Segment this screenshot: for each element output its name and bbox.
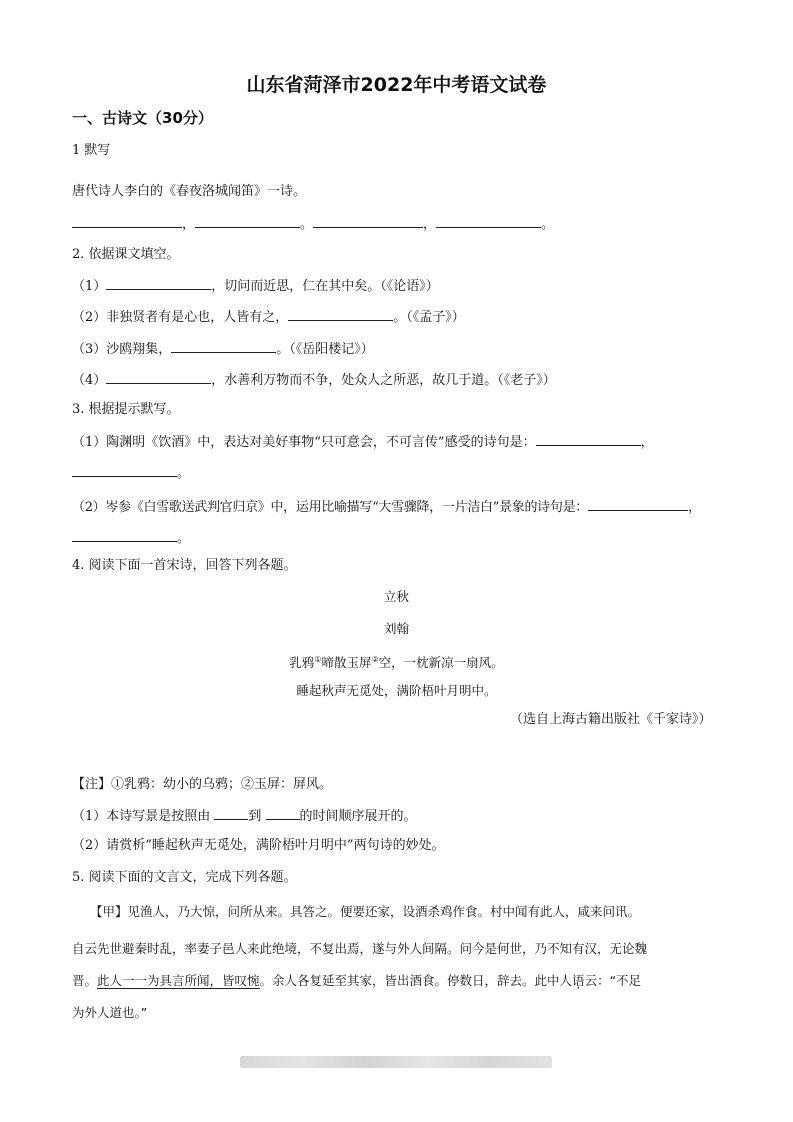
poem-line-1: 乳鸦①啼散玉屏②空，一枕新凉一扇风。 <box>289 655 504 670</box>
answer-blank[interactable] <box>588 497 688 511</box>
answer-blank[interactable] <box>266 806 300 820</box>
poem-line-2: 睡起秋声无觅处，满阶梧叶月明中。 <box>296 683 497 698</box>
passage-line-2: 自云先世避秦时乱，率妻子邑人来此绝境，不复出焉，遂与外人间隔。问今是何世，乃不知有汉，无论魏 <box>72 941 648 956</box>
answer-blank[interactable] <box>106 276 211 290</box>
q3-item-1-cont: 。 <box>72 463 190 483</box>
q4-heading: 4. 阅读下面一首宋诗，回答下列各题。 <box>72 558 297 573</box>
answer-blank[interactable] <box>436 214 541 228</box>
section-heading: 一、古诗文（30分） <box>72 109 213 127</box>
poem-title: 立秋 <box>383 589 409 604</box>
q2-item-4: （4） ，水善利万物而不争，处众人之所恶，故几于道。（《老子》） <box>72 370 556 390</box>
q2-item-3: （3）沙鸥翔集， 。（《岳阳楼记》） <box>72 339 374 359</box>
passage-line-3: 晋。此人一一为具言所闻，皆叹惋。余人各复延至其家，皆出酒食。停数日，辞去。此中人语云：“不足 <box>72 973 642 988</box>
q2-heading: 2. 依据课文填空。 <box>72 247 180 262</box>
poem-source: （选自上海古籍出版社《千家诗》） <box>510 712 712 727</box>
answer-blank[interactable] <box>313 214 423 228</box>
q3-item-1: （1）陶渊明《饮酒》中，表达对美好事物“只可意会，不可言传”感受的诗句是： ， <box>72 432 654 452</box>
underlined-sentence: 此人一一为具言所闻，皆叹惋 <box>97 973 260 988</box>
answer-blank[interactable] <box>72 463 177 477</box>
answer-blank[interactable] <box>72 214 182 228</box>
q1-blanks: ， 。 ， 。 <box>72 214 554 234</box>
q4-sub-2: （2）请赏析“睡起秋声无觅处，满阶梧叶月明中”两句诗的妙处。 <box>72 838 445 853</box>
passage-line-4: 为外人道也。” <box>72 1005 148 1020</box>
q2-item-2: （2）非独贤者有是心也，人皆有之， 。（《孟子》） <box>72 307 465 327</box>
poem-note: 【注】①乳鸦：幼小的乌鸦；②玉屏：屏风。 <box>72 777 333 792</box>
q2-item-1: （1） ，切问而近思，仁在其中矣。（《论语》） <box>72 276 439 296</box>
answer-blank[interactable] <box>536 432 641 446</box>
q3-item-2-cont: 。 <box>72 528 190 548</box>
page-title: 山东省菏泽市2022年中考语文试卷 <box>246 74 547 96</box>
answer-blank[interactable] <box>195 214 300 228</box>
answer-blank[interactable] <box>106 370 211 384</box>
emphasis-dot-char: 语 <box>572 973 585 988</box>
q3-heading: 3. 根据提示默写。 <box>72 402 180 417</box>
q1-prompt: 唐代诗人李白的《春夜洛城闻笛》一诗。 <box>72 184 307 199</box>
answer-blank[interactable] <box>288 307 393 321</box>
q1-heading: 1 默写 <box>72 143 111 158</box>
passage-line-1: 【甲】见渔人，乃大惊，问所从来。具答之。便要还家，设酒杀鸡作食。村中闻有此人，咸来问讯。 <box>90 904 641 919</box>
q4-sub-1: （1）本诗写景是按照由 到 的时间顺序展开的。 <box>72 806 417 826</box>
q5-heading: 5. 阅读下面的文言文，完成下列各题。 <box>72 870 297 885</box>
poem-author: 刘翰 <box>383 621 409 636</box>
answer-blank[interactable] <box>171 339 276 353</box>
q3-item-2: （2）岑参《白雪歌送武判官归京》中，运用比喻描写“大雪骤降，一片洁白”景象的诗句是： ， <box>72 497 701 517</box>
answer-blank[interactable] <box>72 528 177 542</box>
answer-blank[interactable] <box>214 806 248 820</box>
footer-watermark <box>240 1056 552 1068</box>
